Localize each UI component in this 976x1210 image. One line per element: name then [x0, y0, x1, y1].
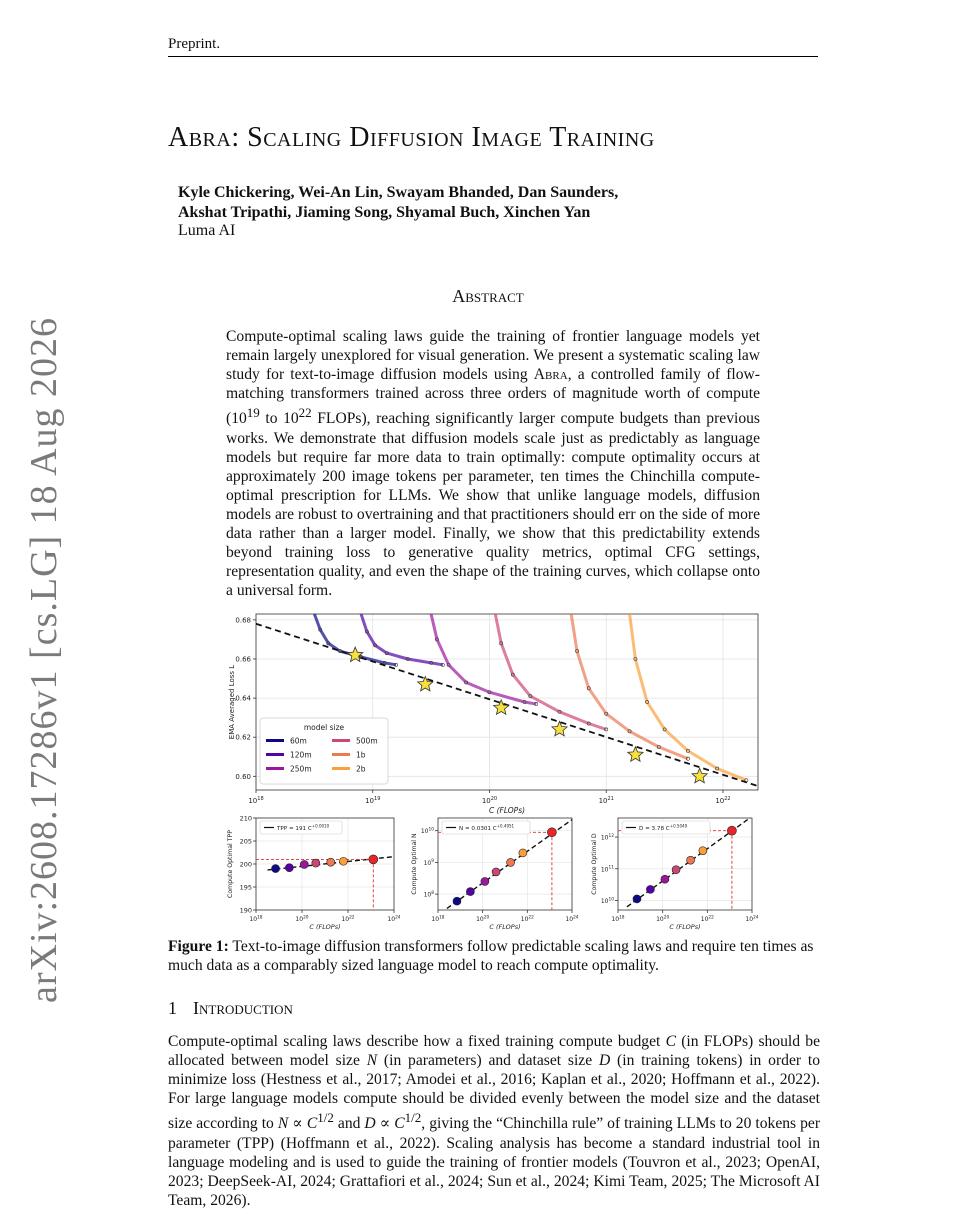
intro-text: and: [333, 1115, 365, 1133]
panel-y-tick-label: 200: [239, 860, 252, 869]
loss-curve-2b: [630, 614, 747, 780]
header-rule: [168, 56, 818, 57]
caption-text: Text-to-image diffusion transformers follow predictable scaling laws and require ten times as much data as a comparably sized language model to reach compute optimality.: [168, 938, 814, 974]
math-exp: 1/2: [404, 1110, 422, 1126]
intro-text: (in training tokens) in order to minimize loss (Hestness et al., 2017; Amodei et al., 2016; Kaplan et al., 2020; Hoffmann et al., 2022). For large language models compute should be divided evenly between the model size and the dataset size according to: [168, 1052, 821, 1133]
caption-label: Figure 1:: [168, 938, 229, 955]
optimum-point: [285, 864, 293, 872]
main-y-tick-label: 0.60: [235, 772, 251, 781]
intro-paragraph: [168, 1032, 820, 1210]
optimum-point: [699, 847, 707, 855]
panel-x-tick-label: $10^{18}$: [611, 915, 625, 923]
panel-x-tick-label: $10^{24}$: [745, 915, 759, 923]
panel-y-tick-label: 210: [239, 814, 252, 823]
intro-text: Compute-optimal scaling laws describe how a fixed training compute budget: [168, 1033, 666, 1050]
main-x-tick-label: $10^{21}$: [598, 795, 614, 805]
panel-y-tick-label: $10^{11}$: [600, 865, 614, 874]
panel-legend-label: TPP = 191 $C^{+0.0010}$: [277, 823, 330, 832]
main-y-axis-label: EMA Averaged Loss L: [228, 664, 236, 740]
section-number: 1: [168, 998, 177, 1018]
optimum-point: [339, 857, 347, 865]
optimum-point: [327, 858, 335, 866]
figure-caption: [168, 937, 820, 975]
panel-x-tick-label: $10^{22}$: [700, 915, 714, 923]
extrapolated-point: [369, 855, 378, 864]
main-y-tick-label: 0.64: [235, 694, 251, 703]
abstract-body: [226, 327, 760, 601]
figure-1-plots: [226, 612, 766, 930]
panel-x-tick-label: $10^{24}$: [565, 915, 579, 923]
arxiv-identifier: arXiv:2608.17286v1 [cs.LG] 18 Aug 2026: [23, 316, 65, 1004]
panel-x-tick-label: $10^{18}$: [249, 915, 263, 923]
panel-x-tick-label: $10^{20}$: [656, 915, 670, 923]
main-x-tick-label: $10^{20}$: [481, 795, 498, 805]
main-x-tick-label: $10^{18}$: [248, 795, 264, 805]
optimum-star-marker: [692, 768, 707, 783]
legend-label-1b: 1b: [356, 750, 366, 760]
math-var: C: [306, 1115, 318, 1133]
legend-label-500m: 500m: [356, 736, 378, 746]
optimum-point: [661, 875, 669, 883]
optimum-point: [481, 877, 489, 885]
author-list: [178, 183, 618, 223]
optimum-point: [272, 865, 280, 873]
legend-label-120m: 120m: [290, 750, 312, 760]
panel-x-axis-label: C (FLOPs): [309, 923, 341, 930]
figure-1: [226, 612, 766, 930]
math-var: D: [364, 1115, 376, 1133]
extrapolated-point: [547, 828, 556, 837]
optimum-point: [672, 866, 680, 874]
math-var: C: [665, 1033, 676, 1050]
compute-high-exp: 22: [298, 405, 312, 421]
optimum-point: [492, 868, 500, 876]
abstract-text-2: , a controlled family of flow-matching transformers trained across three orders of magnitude worth of compute (: [226, 366, 760, 428]
math-var: N: [366, 1052, 378, 1070]
math-symbol: ∝: [288, 1115, 307, 1133]
math-var: N: [277, 1115, 289, 1133]
affiliation: Luma AI: [178, 222, 236, 239]
section-heading: [168, 998, 293, 1019]
compute-low-base: 10: [231, 410, 247, 428]
running-header: Preprint.: [168, 36, 221, 52]
panel-x-axis-label: C (FLOPs): [489, 923, 521, 930]
abra-name: Abra: [533, 366, 568, 384]
optimum-point: [646, 885, 654, 893]
legend-label-2b: 2b: [356, 764, 366, 774]
panel-x-tick-label: $10^{22}$: [520, 915, 534, 923]
optimum-point: [507, 858, 515, 866]
panel-x-axis-label: C (FLOPs): [669, 923, 701, 930]
extrapolated-point: [727, 826, 736, 835]
panel-y-tick-label: $10^8$: [423, 890, 434, 899]
loss-curve-500m: [495, 614, 606, 729]
compute-low-exp: 19: [246, 405, 260, 421]
panel-y-tick-label: 205: [239, 837, 252, 846]
optimum-point: [519, 849, 527, 857]
intro-text: (in parameters) and dataset size: [377, 1052, 599, 1070]
math-var: C: [394, 1115, 405, 1133]
intro-text: , giving the “Chinchilla rule” of training LLMs to 20 tokens per parameter (TPP) (Hoffmann et al., 2022). Scaling analysis has become a standard industrial tool in language modeling and is used to guide the training of frontier models (Touvron et al., 2023; OpenAI, 2023; DeepSeek-AI, 2024; Grattafiori et al., 2024; Sun et al., 2024; Kimi Team, 2025; The Microsoft AI Team, 2026).: [168, 1115, 821, 1209]
main-y-tick-label: 0.62: [235, 733, 251, 742]
optimum-point: [687, 856, 695, 864]
arxiv-sidebar: [12, 316, 76, 1004]
section-title: Introduction: [193, 998, 293, 1018]
legend-label-60m: 60m: [290, 736, 307, 746]
panel-y-axis-label: Compute Optimal N: [411, 833, 418, 895]
panel-y-tick-label: $10^{10}$: [600, 897, 614, 905]
math-symbol: ∝: [375, 1115, 395, 1133]
legend-label-250m: 250m: [290, 764, 312, 774]
panel-y-tick-label: 195: [239, 883, 252, 892]
panel-x-tick-label: $10^{20}$: [295, 915, 309, 923]
abstract-text-3: FLOPs), reaching significantly larger compute budgets than previous works. We demonstrate that diffusion models scale just as predictably as language models but require far more data to train optimally: compute optimality occurs at approximately 200 image tokens per parameter, ten times the Chinchilla compute-optimal prescription for LLMs. We show that unlike language models, diffusion models are robust to overtraining and that practitioners should err on the side of more data rather than a larger model. Finally, we show that this predictability extends beyond training loss to generative quality metrics, optimal CFG settings, representation quality, and even the shape of the training curves, which collapse onto a universal form.: [226, 410, 760, 600]
optimum-point: [312, 859, 320, 867]
panel-x-tick-label: $10^{24}$: [387, 915, 401, 923]
panel-x-tick-label: $10^{18}$: [431, 915, 445, 923]
main-y-tick-label: 0.68: [235, 616, 251, 625]
author-line-1: Kyle Chickering, Wei-An Lin, Swayam Bhanded, Dan Saunders,: [178, 184, 619, 201]
math-exp: 1/2: [317, 1110, 334, 1126]
abstract-heading: Abstract: [452, 286, 524, 306]
optimum-point: [633, 895, 641, 903]
panel-y-axis-label: Compute Optimal D: [591, 833, 598, 895]
panel-x-tick-label: $10^{22}$: [341, 915, 355, 923]
compute-high-base: 10: [283, 410, 299, 428]
main-x-axis-label: C (FLOPs): [488, 806, 526, 815]
author-line-2: Akshat Tripathi, Jiaming Song, Shyamal Buch, Xinchen Yan: [178, 204, 591, 221]
legend-title: model size: [303, 723, 345, 732]
main-y-tick-label: 0.66: [235, 655, 251, 664]
main-x-tick-label: $10^{19}$: [365, 795, 381, 805]
loss-curve-120m: [361, 614, 443, 665]
panel-y-tick-label: 190: [239, 906, 252, 915]
panel-x-tick-label: $10^{20}$: [476, 915, 490, 923]
panel-y-tick-label: $10^{12}$: [600, 833, 614, 842]
paper-title: Abra: Scaling Diffusion Image Training: [168, 122, 655, 153]
math-var: D: [598, 1052, 611, 1070]
panel-legend-label: D = 3.78 $C^{+0.5049}$: [639, 823, 688, 832]
panel-y-tick-label: $10^{10}$: [420, 827, 434, 836]
optimum-point: [466, 888, 474, 896]
abstract-text-1: Compute-optimal scaling laws guide the training of frontier language models yet remain largely unexplored for visual generation. We present a systematic scaling law study for text-to-image diffusion models using: [226, 328, 760, 384]
compute-to: to: [259, 410, 284, 428]
optimum-point: [453, 897, 461, 905]
panel-legend-label: N = 0.0301 $C^{+0.4951}$: [459, 823, 515, 832]
intro-text: (in FLOPs) should be allocated between model size: [168, 1033, 820, 1070]
main-x-tick-label: $10^{22}$: [715, 795, 731, 805]
optimum-point: [300, 860, 308, 868]
panel-y-axis-label: Compute Optimal TPP: [227, 830, 234, 898]
optimum-star-marker: [418, 676, 433, 691]
panel-y-tick-label: $10^9$: [423, 859, 434, 867]
